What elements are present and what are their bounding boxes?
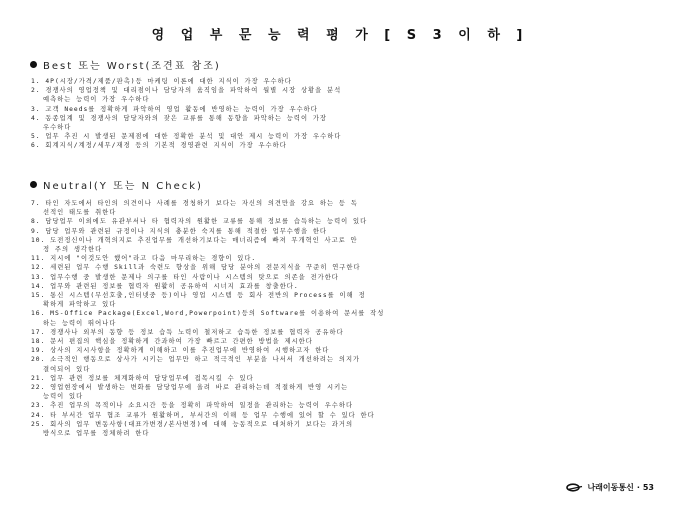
criteria-item: 17. 경쟁사나 외부의 동향 등 정보 습득 노력이 철저하고 습득한 정보를 협력자 공유하다 (31, 328, 344, 336)
criteria-item: 5. 업무 추진 시 발생된 문제점에 대한 정확한 분석 및 대안 제시 능력이 가장 우수하다 (31, 133, 342, 141)
section-heading-neutral (30, 177, 203, 192)
criteria-item: 22. 영업현장에서 발생하는 변화를 담당업무에 올려 바로 관리하는데 적절하게 반영 시키는 (31, 384, 349, 392)
company-name: 나래이동통신 (587, 483, 634, 492)
criteria-item: 1. 4P(시장/가격/제품/판촉)등 마케팅 이론에 대한 지식이 가장 우수하다 (31, 78, 292, 85)
criteria-item: 11. 지시에 "이것도안 했어"라고 다음 마무리하는 경향이 있다. (31, 255, 257, 263)
criteria-item-continuation: 정 주의 생각한다 (43, 246, 103, 254)
page-separator: · (636, 483, 640, 492)
criteria-item: 10. 도전정신이나 개혁의지로 추진업무를 개선하기보다는 매너리즘에 빠져 무개혁인 사고로 안 (31, 236, 358, 244)
criteria-item: 4. 동종업계 및 경쟁사의 담당자와의 잦은 교류를 통해 동향을 파악하는 능력이 가장 (31, 114, 328, 122)
criteria-item: 13. 업무수행 중 발생한 문제나 의구를 타인 사람이나 시스템의 탓으로 의존을 전가한다 (31, 273, 339, 281)
section-heading-label: Neutral(Y 또는 N Check) (43, 181, 203, 192)
criteria-item: 14. 업무와 관련된 정보를 협력자 원활히 공유하여 시너지 효과를 창출한다. (31, 282, 299, 290)
page-title: 영 업 부 문 능 력 평 가 [ S 3 이 하 ] (151, 28, 529, 43)
criteria-item: 6. 회계지식/계정/세무/재경 등의 기본적 경영관련 지식이 가장 우수하다 (31, 142, 287, 150)
criteria-item: 15. 통신 시스템(무선호출,인터넷중 등)이나 영업 시스템 등 회사 전반의 Process를 이해 정 (31, 292, 366, 300)
section-heading-best-worst (30, 57, 221, 72)
criteria-item-continuation: 결여되어 있다 (43, 365, 91, 373)
criteria-item: 20. 소극적인 행동으로 상사가 시키는 업무만 하고 적극적인 부분을 나서서 개선하려는 의지가 (31, 356, 361, 364)
section-heading-label: Best 또는 Worst(조견표 참조) (43, 61, 221, 72)
criteria-item: 3. 고객 Needs를 정확하게 파악하여 영업 활동에 반영하는 능력이 가장 우수하다 (31, 105, 318, 113)
criteria-item-continuation: 확하게 파악하고 있다 (43, 301, 117, 309)
criteria-item: 19. 상사의 지시사항을 정확하게 이해하고 이를 추진업무에 반영하여 시행하고자 한다 (31, 347, 330, 355)
criteria-item: 18. 문서 편집의 핵심을 정확하게 간과하여 가장 빠르고 간편한 방법을 제시한다 (31, 338, 313, 346)
criteria-item-continuation: 예측하는 능력이 가장 우수하다 (43, 96, 150, 104)
criteria-item: 21. 업무 관련 정보를 체계화하여 담당업무에 접목시킬 수 있다 (31, 374, 254, 382)
criteria-item: 2. 경쟁사의 영업정책 및 대리점이나 담당자의 움직임을 파악하여 월별 시장 상황을 분석 (31, 87, 342, 95)
criteria-item-continuation: 하는 능력이 뛰어나다 (43, 319, 117, 327)
criteria-item: 7. 타인 자도에서 타인의 의견이나 사례를 경청하기 보다는 자신의 의견만을 강요 하는 등 독 (31, 200, 358, 207)
criteria-item: 9. 담당 업무와 관련된 규정이나 지식의 충분한 숙지를 통해 적절한 업무수행을 한다 (31, 227, 328, 235)
page-number: 53 (642, 483, 654, 492)
criteria-item: 24. 타 부서간 업무 협조 교류가 원활하며, 부서간의 이해 등 업무 수행에 있어 할 수 있다 한다 (31, 411, 375, 419)
criteria-list-neutral (31, 199, 661, 438)
bullet-icon (30, 61, 37, 68)
criteria-item-continuation: 방식으로 업무를 정체하려 한다 (43, 430, 150, 438)
criteria-item-continuation: 능력이 있다 (43, 393, 84, 401)
criteria-item-continuation: 우수하다 (43, 124, 72, 132)
criteria-item: 8. 담당업무 이외에도 유관부서나 타 협력자의 원활한 교류를 통해 정보를 습득하는 능력이 있다 (31, 218, 368, 226)
criteria-item-continuation: 선적인 태도를 취한다 (43, 209, 117, 217)
footer (566, 482, 654, 493)
criteria-item: 23. 추진 업무의 목적이나 소요시간 등을 정확히 파악하여 일정을 관리하는 능력이 우수하다 (31, 402, 354, 410)
criteria-list-best-worst (31, 77, 661, 151)
criteria-item: 25. 회사의 업무 변동사항(대표가변경/본사변경)에 대해 능동적으로 대처하기 보다는 과거의 (31, 420, 354, 428)
criteria-item: 12. 세련된 업무 수행 Skill과 숙련도 향상을 위해 담당 분야의 전문지식을 꾸준히 연구한다 (31, 264, 361, 272)
criteria-item: 16. MS-Office Package(Excel,Word,Powerpoint)등의 Software를 이용하여 문서를 작성 (31, 310, 385, 318)
bullet-icon (30, 181, 37, 188)
company-logo-icon (566, 483, 584, 492)
